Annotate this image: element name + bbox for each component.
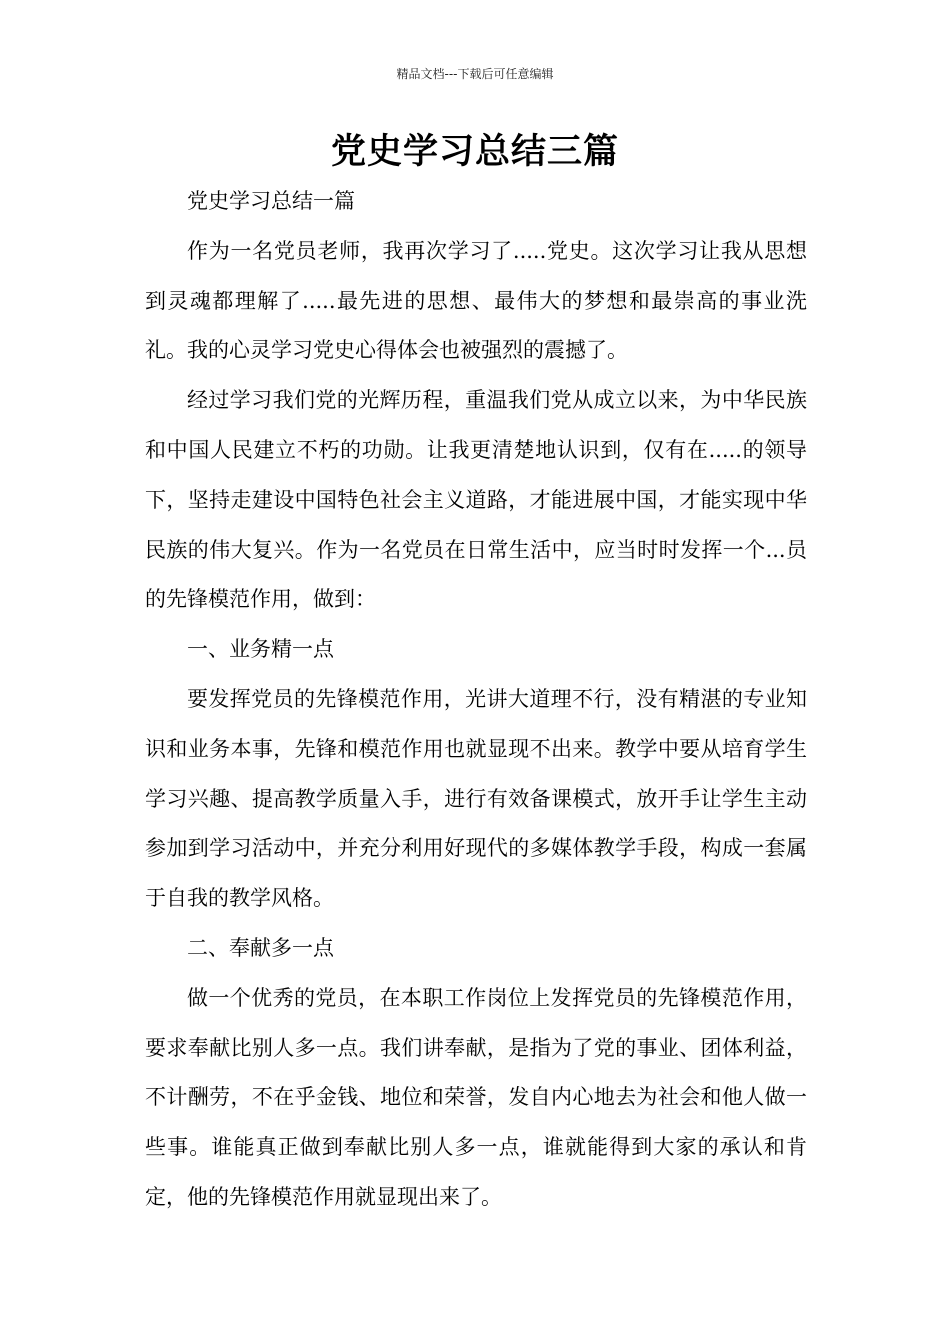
document-body — [145, 177, 807, 1223]
subheading: 一、业务精一点 — [187, 637, 334, 662]
document-title: 党史学习总结三篇 — [330, 132, 619, 172]
subheading: 二、奉献多一点 — [187, 935, 334, 960]
paragraph: 做一个优秀的党员，在本职工作岗位上发挥党员的先锋模范作用，要求奉献比别人多一点。我们讲奉献，是指为了党的事业、团体利益，不计酬劳，不在乎金钱、地位和荣誉，发自内心地去为社会和他人做一些事。谁能真正做到奉献比别人多一点，谁就能得到大家的承认和肯定，他的先锋模范作用就显现出来了。 — [145, 985, 807, 1209]
paragraph: 经过学习我们党的光辉历程，重温我们党从成立以来，为中华民族和中国人民建立不朽的功勋。让我更清楚地认识到，仅有在.....的领导下，坚持走建设中国特色社会主义道路，才能进展中国，才能实现中华民族的伟大复兴。作为一名党员在日常生活中，应当时时发挥一个...员的先锋模范作用，做到： — [145, 388, 807, 612]
section-heading: 党史学习总结一篇 — [187, 189, 355, 213]
paragraph: 要发挥党员的先锋模范作用，光讲大道理不行，没有精湛的专业知识和业务本事，先锋和模范作用也就显现不出来。教学中要从培育学生学习兴趣、提高教学质量入手，进行有效备课模式，放开手让学生主动参加到学习活动中，并充分利用好现代的多媒体教学手段，构成一套属于自我的教学风格。 — [145, 686, 807, 911]
page-header-watermark: 精品文档---下载后可任意编辑 — [396, 67, 554, 81]
paragraph: 作为一名党员老师，我再次学习了.....党史。这次学习让我从思想到灵魂都理解了.....最先进的思想、最伟大的梦想和最崇高的事业洗礼。我的心灵学习党史心得体会也被强烈的震撼了。 — [145, 238, 807, 363]
